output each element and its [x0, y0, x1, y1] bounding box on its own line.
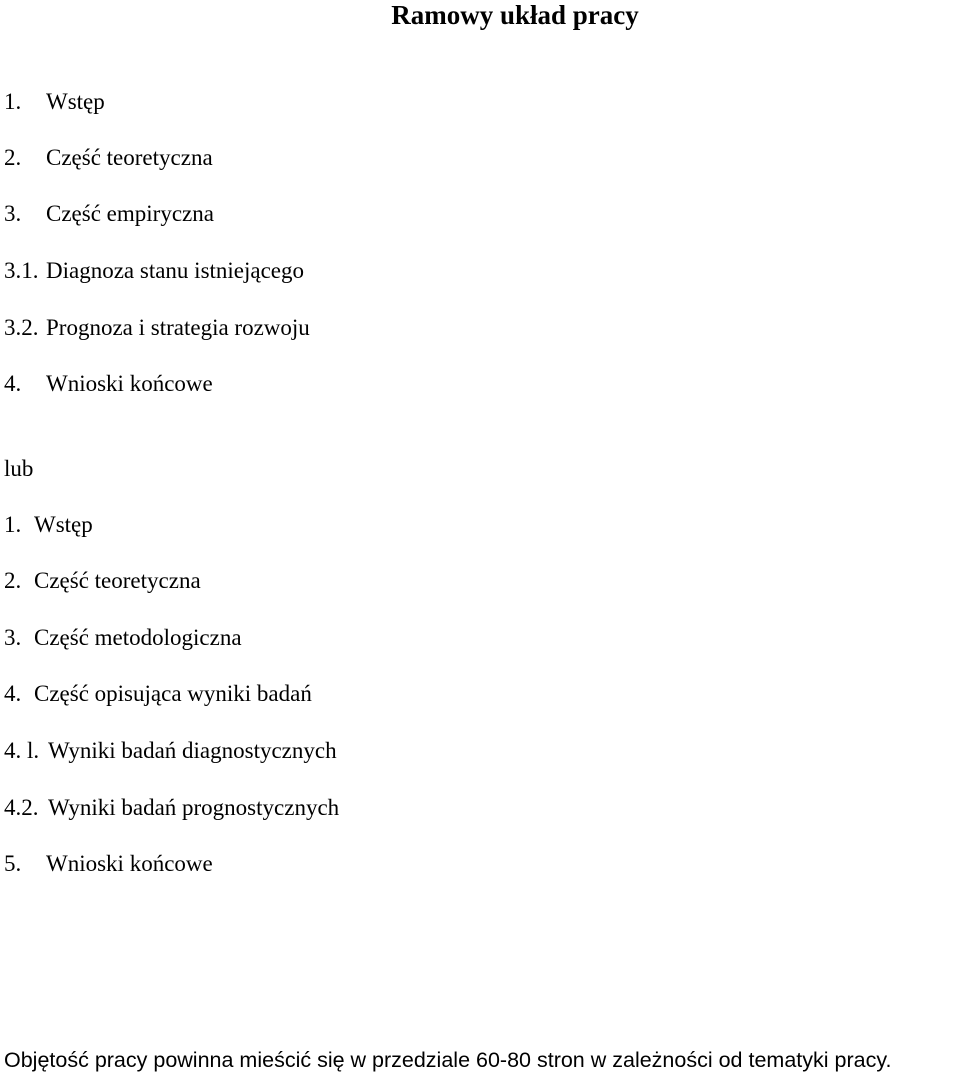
outline-a-item-number: 3. [4, 201, 22, 226]
outline-a-item-text: Wnioski końcowe [46, 371, 213, 396]
outline-a-item-number: 3.2. [4, 315, 39, 340]
footer-note: Objętość pracy powinna mieścić się w przedziale 60-80 stron w zależności od tematyki pracy. [4, 1048, 892, 1072]
outline-b-item-text: Wyniki badań prognostycznych [48, 795, 340, 820]
outline-b-item-text: Wnioski końcowe [46, 851, 213, 876]
outline-a-item [4, 370, 213, 398]
outline-b-item-text: Wstęp [34, 512, 93, 537]
outline-a-item [4, 144, 213, 172]
outline-b-item-number: 1. [4, 512, 22, 537]
outline-b-item-number: 2. [4, 568, 22, 593]
outline-a-item-text: Wstęp [46, 89, 105, 114]
outline-b-item-number: 5. [4, 851, 22, 876]
outline-b-item-number: 4. l. [4, 738, 40, 763]
outline-b-item-text: Część metodologiczna [34, 625, 242, 650]
outline-b-item [4, 680, 312, 708]
page-title: Ramowy układ pracy [391, 0, 639, 30]
outline-b-item [4, 794, 339, 822]
outline-a-item [4, 257, 304, 285]
separator-text: lub [4, 456, 34, 481]
outline-b-item-number: 3. [4, 625, 22, 650]
outline-b-item [4, 567, 201, 595]
outline-b-item-number: 4. [4, 681, 22, 706]
outline-a-item [4, 314, 310, 342]
outline-a-item-number: 4. [4, 371, 22, 396]
outline-a-item-number: 1. [4, 89, 22, 114]
outline-a-item-text: Część empiryczna [46, 201, 214, 226]
outline-a-item-text: Część teoretyczna [46, 145, 213, 170]
outline-b-item [4, 850, 213, 878]
outline-b-item [4, 511, 93, 539]
outline-a-item [4, 88, 105, 116]
outline-a-item-text: Prognoza i strategia rozwoju [46, 315, 310, 340]
outline-b-item-text: Część teoretyczna [34, 568, 201, 593]
outline-a-item-text: Diagnoza stanu istniejącego [46, 258, 305, 283]
outline-b-item-number: 4.2. [4, 795, 39, 820]
outline-a-item-number: 2. [4, 145, 22, 170]
outline-b-item [4, 624, 242, 652]
outline-b-item [4, 737, 337, 765]
outline-b-item-text: Część opisująca wyniki badań [34, 681, 312, 706]
outline-b-item-text: Wyniki badań diagnostycznych [48, 738, 337, 763]
outline-a-item-number: 3.1. [4, 258, 39, 283]
outline-a-item [4, 200, 214, 228]
